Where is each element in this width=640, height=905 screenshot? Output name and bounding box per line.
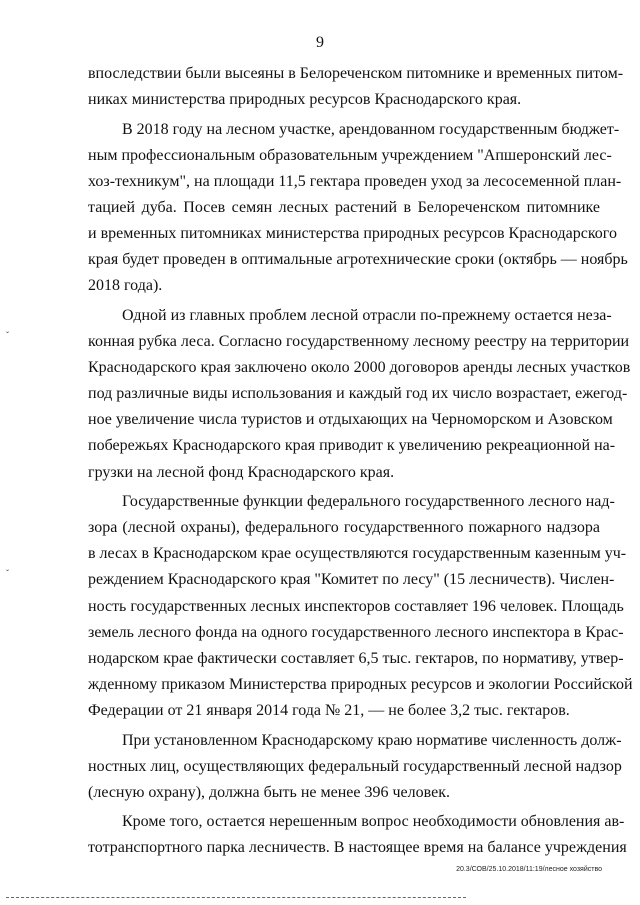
text-line: под различные виды использования и каждый год их число возрастает, ежегод- — [88, 385, 628, 402]
text-line: Федерации от 21 января 2014 года № 21, — не более 3,2 тыс. гектаров. — [88, 702, 570, 719]
scan-mark-dot: ˇ — [6, 568, 9, 578]
text-line: тотранспортного парка лесничеств. В настоящее время на балансе учреждения — [88, 839, 627, 856]
text-line: ность государственных лесных инспекторов составляет 196 человек. Площадь — [88, 598, 624, 615]
text-line: (лесную охрану), должна быть не менее 396 человек. — [88, 784, 450, 801]
text-line: никах министерства природных ресурсов Краснодарского края. — [88, 91, 522, 108]
text-line: побережьях Краснодарского края приводит к увеличению рекреационной на- — [88, 437, 616, 454]
text-line: конная рубка леса. Согласно государственному лесному реестру на территории — [88, 333, 630, 350]
paragraph-first-line: Одной из главных проблем лесной отрасли по-прежнему остается неза- — [122, 307, 612, 324]
text-line: земель лесного фонда на одного государственного лесного инспектора в Крас- — [88, 624, 624, 641]
text-line: ным профессиональным образовательным учреждением "Апшеронский лес- — [88, 147, 612, 164]
text-line: реждением Краснодарского края "Комитет по лесу" (15 лесничеств). Числен- — [88, 571, 615, 588]
text-line: Краснодарского края заключено около 2000 договоров аренды лесных участков — [88, 359, 631, 376]
paragraph-first-line: Государственные функции федерального государственного лесного над- — [122, 493, 615, 510]
scan-mark-dot: ˇ — [6, 330, 9, 340]
text-line: зора (лесной охраны), федерального государственного пожарного надзора — [88, 519, 600, 536]
text-line: 2018 года). — [88, 277, 163, 294]
paragraph-first-line: В 2018 году на лесном участке, арендованном государственным бюджет- — [122, 121, 620, 138]
text-line: грузки на лесной фонд Краснодарского края. — [88, 464, 395, 481]
text-line: ностных лиц, осуществляющих федеральный государственный лесной надзор — [88, 758, 622, 775]
text-line: впоследствии были высеяны в Белореченском питомнике и временных питом- — [88, 65, 624, 82]
text-line: края будет проведен в оптимальные агротехнические сроки (октябрь — ноябрь — [88, 251, 628, 268]
text-line: и временных питомниках министерства природных ресурсов Краснодарского — [88, 225, 617, 242]
text-line: ное увеличение числа туристов и отдыхающих на Черноморском и Азовском — [88, 411, 613, 428]
page-number: 9 — [316, 34, 324, 51]
text-line: жденному приказом Министерства природных ресурсов и экологии Российской — [88, 676, 633, 693]
text-line: в лесах в Краснодарском крае осуществляются государственным казенным уч- — [88, 545, 627, 562]
text-line: хоз-техникум", на площади 11,5 гектара проведен уход за лесосеменной план- — [88, 173, 622, 190]
text-line: нодарском крае фактически составляет 6,5 тыс. гектаров, по нормативу, утвер- — [88, 650, 624, 667]
paragraph-first-line: При установленном Краснодарскому краю нормативе численность долж- — [122, 732, 622, 749]
text-line: тацией дуба. Посев семян лесных растений в Белореченском питомнике — [88, 199, 600, 216]
scan-edge-divider — [6, 897, 466, 899]
paragraph-first-line: Кроме того, остается нерешенным вопрос необходимости обновления ав- — [122, 813, 625, 830]
document-footer-code: 20.3/СОВ/25.10.2018/11:19/лесное хозяйство — [456, 866, 602, 873]
